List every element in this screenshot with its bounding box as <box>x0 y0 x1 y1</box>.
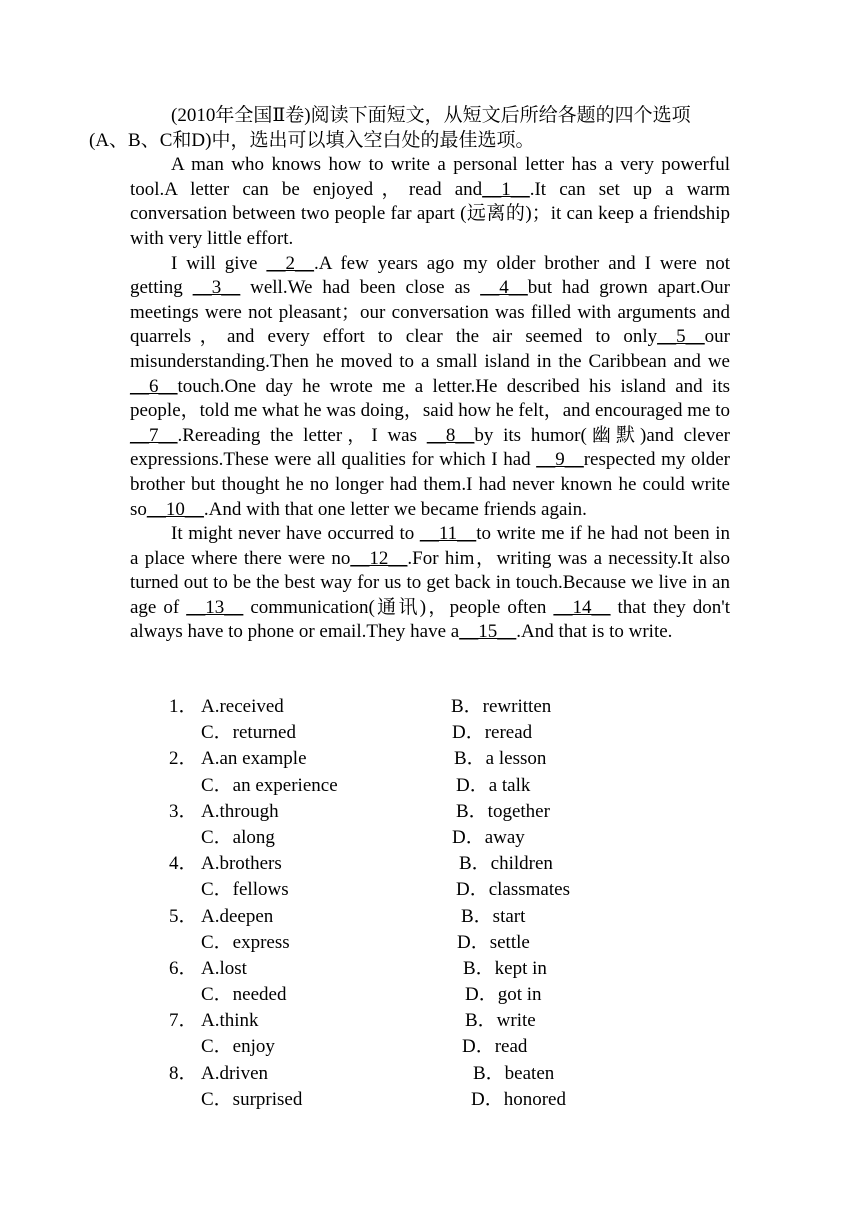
answer-blank: __1__ <box>482 178 530 200</box>
option-d: D．got in <box>465 984 542 1006</box>
passage-text: touch.One day he wrote me a letter.He described his island and its people，told me what he was doing，said how he felt，and encouraged me to <box>130 375 730 422</box>
answer-blank: __13__ <box>186 596 244 618</box>
question-options <box>130 694 730 1113</box>
question-row <box>130 694 730 720</box>
passage-text: communication(通讯)，people often <box>243 596 554 618</box>
answer-blank: __7__ <box>130 424 178 446</box>
answer-blank: __14__ <box>553 596 611 618</box>
option-b: B．rewritten <box>451 696 552 717</box>
question-row <box>130 851 730 877</box>
question-number: 7． <box>169 1010 198 1032</box>
question-row-continued <box>130 1034 730 1060</box>
question-number: 6． <box>169 957 198 979</box>
option-b: B．beaten <box>473 1062 555 1084</box>
answer-blank: __2__ <box>266 252 314 274</box>
question-number: 3． <box>169 800 198 822</box>
question-number: 8． <box>169 1062 198 1084</box>
passage-text: well.We had been close as <box>240 277 481 299</box>
option-c: C．returned <box>201 722 296 744</box>
option-d: D．classmates <box>456 879 570 901</box>
option-a: A.deepen <box>201 905 274 927</box>
answer-blank: __4__ <box>480 277 528 299</box>
option-b: B．children <box>459 853 553 875</box>
paragraph-2 <box>130 252 730 523</box>
option-c: C．an experience <box>201 774 338 796</box>
answer-blank: __8__ <box>426 424 475 446</box>
question-row-continued <box>130 825 730 851</box>
passage-text: respected my older brother but thought he no longer had them.I had never known he could write so <box>130 449 730 520</box>
option-d: D．honored <box>471 1088 566 1110</box>
passage-text: .A few years ago my older brother and I were not getting <box>130 252 730 299</box>
answer-blank: __12__ <box>350 547 408 569</box>
option-c: C．express <box>201 931 290 953</box>
option-d: D．reread <box>452 722 533 744</box>
option-d: D．a talk <box>456 774 531 796</box>
option-c: C．enjoy <box>201 1036 275 1058</box>
answer-blank: __10__ <box>146 498 204 520</box>
option-a: A.through <box>201 800 279 822</box>
passage-text: A man who knows how to write a personal letter has a very powerful tool.A letter can be enjoyed，read and <box>130 154 730 200</box>
option-c: C．fellows <box>201 879 289 901</box>
question-row <box>130 799 730 825</box>
instruction-line-1: (2010年全国Ⅱ卷)阅读下面短文，从短文后所给各题的四个选项 <box>171 105 691 126</box>
option-b: B．a lesson <box>454 748 547 770</box>
question-row <box>130 956 730 982</box>
option-b: B．write <box>465 1010 536 1032</box>
passage <box>89 104 730 645</box>
option-b: B．start <box>461 905 526 927</box>
instruction-line-2: (A、B、C和D)中，选出可以填入空白处的最佳选项。 <box>89 129 535 151</box>
option-b: B．together <box>456 800 550 822</box>
question-row-continued <box>130 982 730 1008</box>
answer-blank: __6__ <box>130 375 178 397</box>
question-row-continued <box>130 720 730 746</box>
option-a: A.driven <box>201 1062 269 1084</box>
passage-text: by its humor(幽默)and clever expressions.These were all qualities for which I had <box>130 424 730 471</box>
question-row <box>130 1008 730 1034</box>
option-d: D．away <box>452 826 525 848</box>
answer-blank: __15__ <box>459 621 517 643</box>
option-d: D．read <box>462 1036 528 1058</box>
passage-text: I will give <box>171 252 267 274</box>
passage-text: .Rereading the letter，I was <box>177 424 427 446</box>
option-a: A.an example <box>201 748 307 770</box>
passage-text: to write me if he had not been in a place where there were no <box>130 523 730 569</box>
question-row-continued <box>130 1087 730 1113</box>
question-number: 1． <box>169 696 198 717</box>
option-a: A.think <box>201 1010 259 1032</box>
question-number: 4． <box>169 853 198 875</box>
option-c: C．surprised <box>201 1088 303 1110</box>
question-row-continued <box>130 877 730 903</box>
option-a: A.received <box>201 696 284 717</box>
passage-text: .For him，writing was a necessity.It also turned out to be the best way for us to get back in touch.Because we live in an age of <box>130 547 730 618</box>
answer-blank: __11__ <box>419 523 477 545</box>
question-number: 5． <box>169 905 198 927</box>
passage-text: .It can set up a warm conversation between two people far apart (远离的)；it can keep a friendship with very little effort. <box>130 178 730 249</box>
passage-text: our misunderstanding.Then he moved to a small island in the Caribbean and we <box>130 326 730 372</box>
option-d: D．settle <box>457 931 530 953</box>
option-c: C．along <box>201 826 275 848</box>
question-number: 2． <box>169 748 198 770</box>
paragraph-3 <box>130 522 730 645</box>
passage-text: but had grown apart.Our meetings were not pleasant；our conversation was filled with arguments and quarrels，and every effort to clear the air seemed to only <box>130 277 730 348</box>
option-c: C．needed <box>201 984 287 1006</box>
instruction <box>89 104 730 153</box>
passage-text: that they don't always have to phone or email.They have a <box>130 596 730 643</box>
question-row <box>130 746 730 772</box>
answer-blank: __3__ <box>192 277 241 299</box>
question-row-continued <box>130 773 730 799</box>
option-a: A.lost <box>201 957 247 979</box>
answer-blank: __5__ <box>657 326 705 348</box>
passage-text: .And with that one letter we became friends again. <box>203 498 587 520</box>
answer-blank: __9__ <box>536 449 584 471</box>
paragraph-1 <box>130 153 730 251</box>
option-b: B．kept in <box>463 957 547 979</box>
question-row-continued <box>130 930 730 956</box>
option-a: A.brothers <box>201 853 282 875</box>
passage-text: It might never have occurred to <box>171 523 420 545</box>
passage-text: .And that is to write. <box>516 621 673 643</box>
question-row <box>130 904 730 930</box>
question-row <box>130 1061 730 1087</box>
